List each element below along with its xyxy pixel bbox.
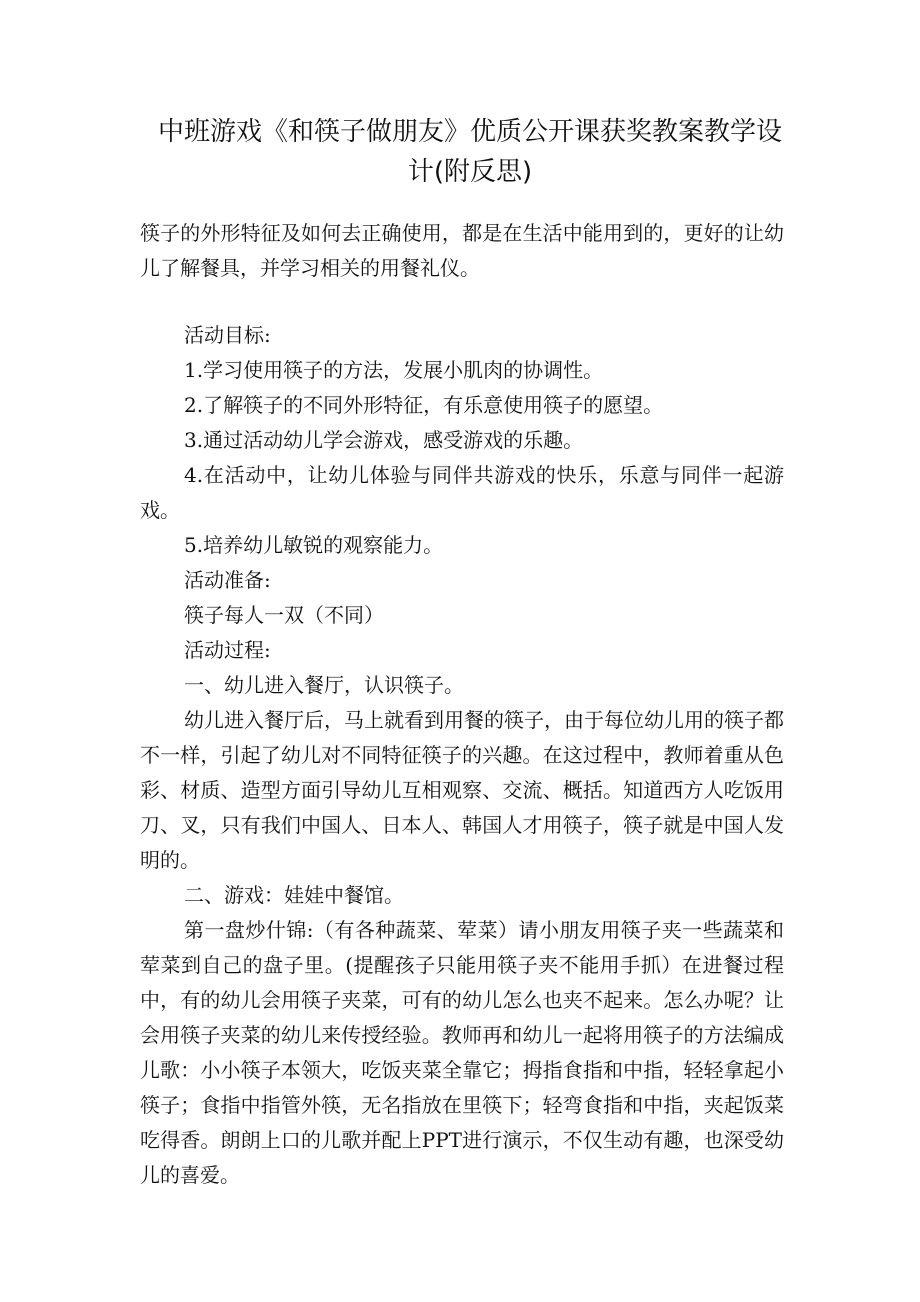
document-title xyxy=(150,112,790,192)
goal-item-5: 5.培养幼儿敏锐的观察能力。 xyxy=(184,533,444,557)
title-line-1: 中班游戏《和筷子做朋友》优质公开课获奖教案教学设 xyxy=(157,117,782,147)
heading-activity-process: 活动过程: xyxy=(184,638,271,662)
document-body xyxy=(140,318,784,1193)
goal-item-4: 4.在活动中，让幼儿体验与同伴共游戏的快乐，乐意与同伴一起游戏。 xyxy=(140,463,784,522)
goal-item-3: 3.通过活动幼儿学会游戏，感受游戏的乐趣。 xyxy=(184,428,584,452)
preparation-text: 筷子每人一双（不同） xyxy=(184,603,384,627)
process-step-2-text: 第一盘炒什锦:（有各种蔬菜、荤菜）请小朋友用筷子夹一些蔬菜和荤菜到自己的盘子里。(提醒孩子只能用筷子夹不能用手抓）在进餐过程中，有的幼儿会用筷子夹菜，可有的幼儿怎么也夹不起来。怎么办呢？让会用筷子夹菜的幼儿来传授经验。教师再和幼儿一起将用筷子的方法编成儿歌：小小筷子本领大，吃饭夹菜全靠它；拇指食指和中指，轻轻拿起小筷子；食指中指管外筷，无名指放在里筷下；轻弯食指和中指，夹起饭菜吃得香。朗朗上口的儿歌并配上PPT进行演示，不仅生动有趣，也深受幼儿的喜爱。 xyxy=(140,918,784,1187)
goal-item-1: 1.学习使用筷子的方法，发展小肌肉的协调性。 xyxy=(184,358,604,382)
intro-paragraph: 筷子的外形特征及如何去正确使用，都是在生活中能用到的，更好的让幼儿了解餐具，并学习相关的用餐礼仪。 xyxy=(140,221,784,280)
process-step-2-heading: 二、游戏：娃娃中餐馆。 xyxy=(184,883,404,907)
heading-activity-preparation: 活动准备: xyxy=(184,568,271,592)
heading-activity-goals: 活动目标: xyxy=(184,323,271,347)
title-line-2: 计(附反思) xyxy=(407,157,533,187)
process-step-1-text: 幼儿进入餐厅后，马上就看到用餐的筷子，由于每位幼儿用的筷子都不一样，引起了幼儿对不同特征筷子的兴趣。在这过程中，教师着重从色彩、材质、造型方面引导幼儿互相观察、交流、概括。知道西方人吃饭用刀、叉，只有我们中国人、日本人、韩国人才用筷子，筷子就是中国人发明的。 xyxy=(140,708,784,872)
process-step-1-heading: 一、幼儿进入餐厅，认识筷子。 xyxy=(184,673,464,697)
goal-item-2: 2.了解筷子的不同外形特征，有乐意使用筷子的愿望。 xyxy=(184,393,664,417)
